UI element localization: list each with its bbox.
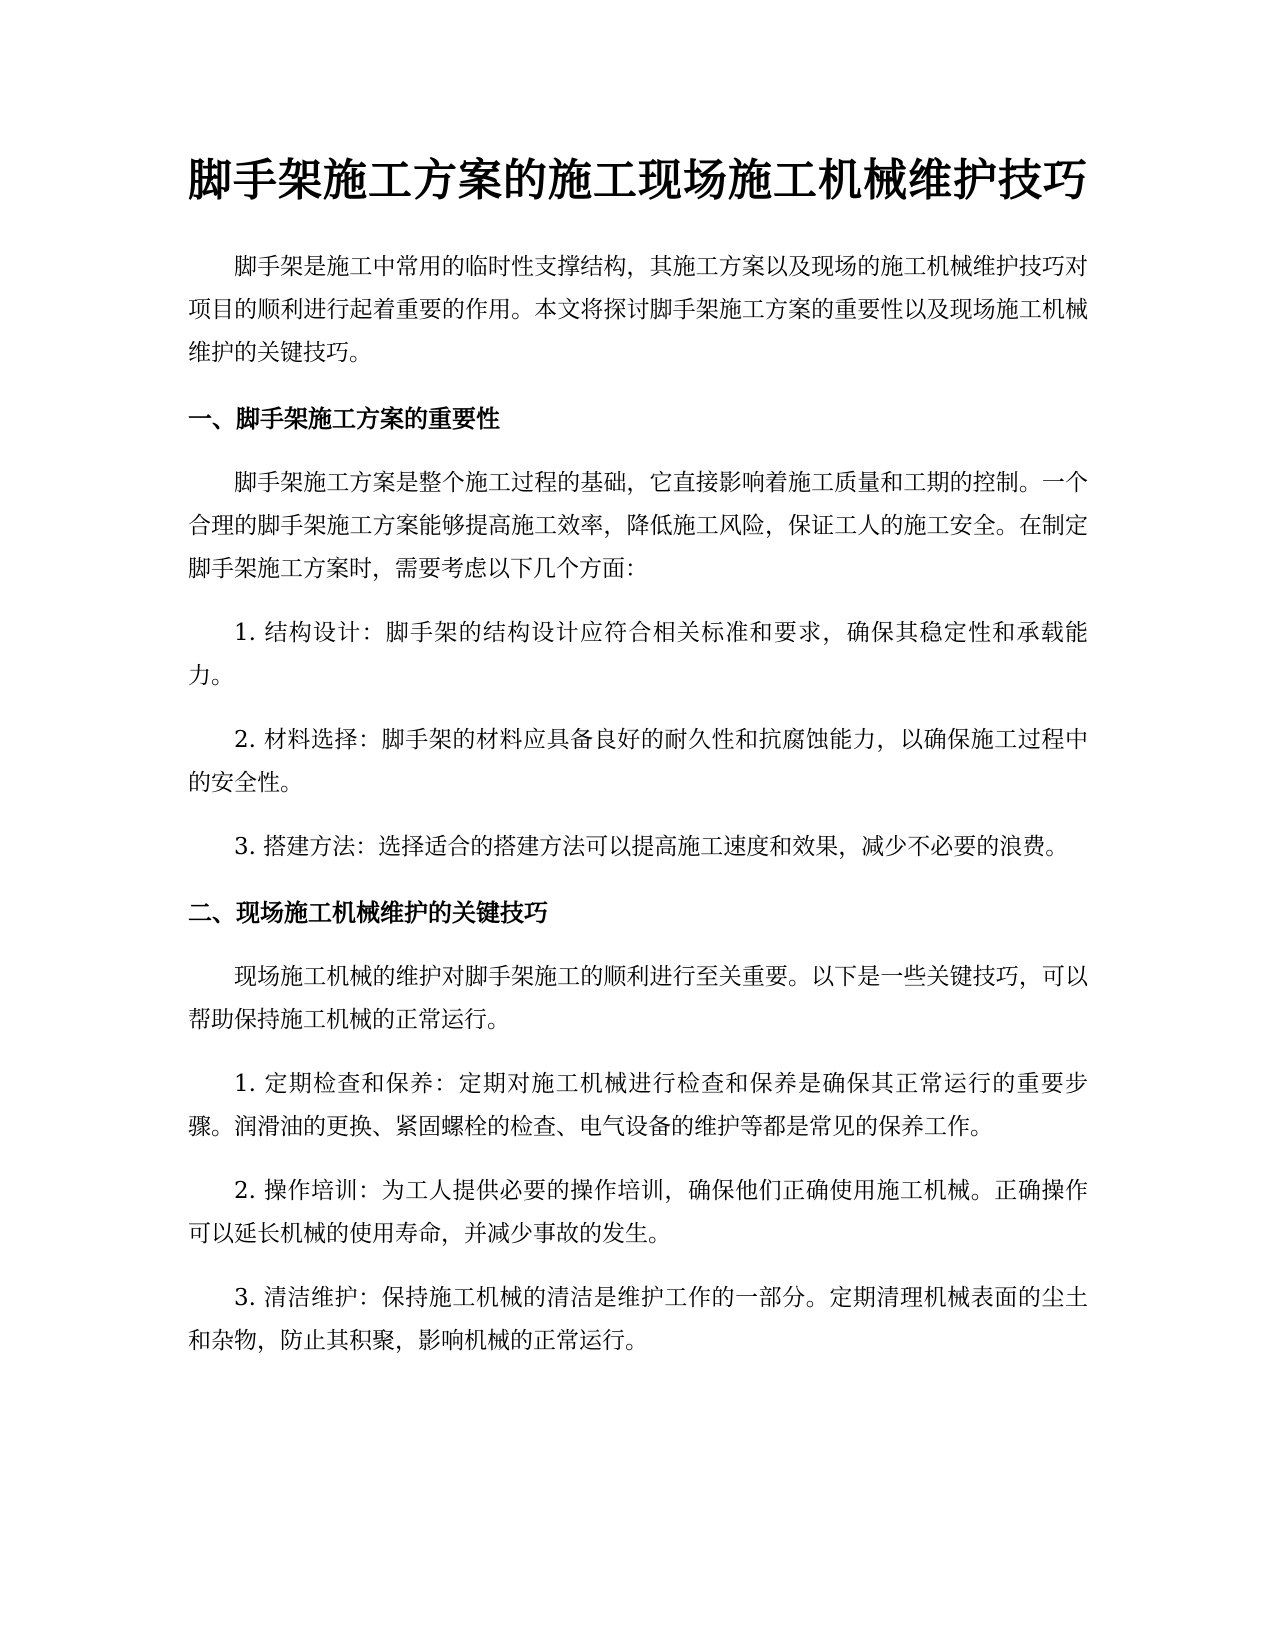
document-page: [188, 140, 1088, 1363]
list-item: 2. 操作培训：为工人提供必要的操作培训，确保他们正确使用施工机械。正确操作可以延长机械的使用寿命，并减少事故的发生。: [188, 1178, 1088, 1247]
section-heading: 二、现场施工机械维护的关键技巧: [188, 899, 548, 927]
document-title: 脚手架施工方案的施工现场施工机械维护技巧: [188, 155, 1088, 206]
list-item: 3. 搭建方法：选择适合的搭建方法可以提高施工速度和效果，减少不必要的浪费。: [234, 834, 1069, 860]
section-paragraph: 脚手架施工方案是整个施工过程的基础，它直接影响着施工质量和工期的控制。一个合理的脚手架施工方案能够提高施工效率，降低施工风险，保证工人的施工安全。在制定脚手架施工方案时，需要考虑以下几个方面：: [188, 470, 1088, 582]
list-item: 1. 结构设计：脚手架的结构设计应符合相关标准和要求，确保其稳定性和承载能力。: [188, 620, 1088, 689]
list-item: 1. 定期检查和保养：定期对施工机械进行检查和保养是确保其正常运行的重要步骤。润滑油的更换、紧固螺栓的检查、电气设备的维护等都是常见的保养工作。: [188, 1071, 1088, 1140]
list-item: 3. 清洁维护：保持施工机械的清洁是维护工作的一部分。定期清理机械表面的尘土和杂物，防止其积聚，影响机械的正常运行。: [188, 1285, 1088, 1354]
list-item: 2. 材料选择：脚手架的材料应具备良好的耐久性和抗腐蚀能力，以确保施工过程中的安全性。: [188, 727, 1088, 796]
section-heading: 一、脚手架施工方案的重要性: [188, 405, 500, 433]
section-scaffold-plan-importance: [188, 398, 1088, 869]
section-paragraph: 现场施工机械的维护对脚手架施工的顺利进行至关重要。以下是一些关键技巧，可以帮助保持施工机械的正常运行。: [188, 964, 1088, 1033]
intro-paragraph: 脚手架是施工中常用的临时性支撑结构，其施工方案以及现场的施工机械维护技巧对项目的顺利进行起着重要的作用。本文将探讨脚手架施工方案的重要性以及现场施工机械维护的关键技巧。: [188, 254, 1088, 366]
section-machinery-maintenance-tips: [188, 892, 1088, 1363]
